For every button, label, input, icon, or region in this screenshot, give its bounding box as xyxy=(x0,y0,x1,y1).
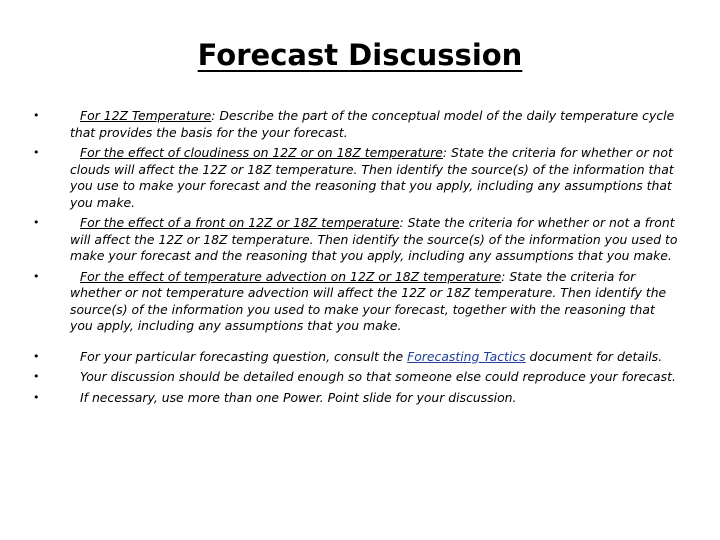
bullet-icon: • xyxy=(33,146,40,159)
bullet-icon: • xyxy=(33,269,40,283)
forecasting-tactics-link[interactable]: Forecasting Tactics xyxy=(407,348,526,364)
bullet-item-cloudiness xyxy=(33,145,679,211)
bullet-text: : State the criteria for whether or not a front will affect the 12Z or 18Z temperature. Then identify the source(s) of the information you used to make your forecast and the reasoning that you apply, including any assumptions that you make. xyxy=(70,215,678,263)
bullet-list xyxy=(33,108,679,410)
bullet-icon: • xyxy=(33,390,40,404)
bullet-icon: • xyxy=(33,216,40,229)
bullet-icon: • xyxy=(33,349,40,363)
bullet-text: : Describe the part of the conceptual model of the daily temperature cycle that provides the basis for the your forecast. xyxy=(70,108,675,140)
bullet-item-front xyxy=(33,215,679,265)
bullet-item-slides xyxy=(33,390,679,407)
bullet-text: Your discussion should be detailed enough so that someone else could reproduce your forecast. xyxy=(80,369,676,384)
bullet-text: : State the criteria for whether or not temperature advection will affect the 12Z or 18Z temperature. Then identify the source(s) of the information you used to make your forecast, together with the reasoning that you apply, including any assumptions that you make. xyxy=(70,268,667,333)
bullet-item-forecasting-tactics xyxy=(33,349,679,366)
bullet-text-pre: For your particular forecasting question, consult the xyxy=(80,348,408,364)
bullet-item-advection xyxy=(33,269,679,335)
bullet-text: If necessary, use more than one Power. Point slide for your discussion. xyxy=(80,389,517,405)
bullet-heading: For the effect of a front on 12Z or 18Z temperature xyxy=(80,215,400,230)
bullet-item-12z-temperature xyxy=(33,108,679,141)
bullet-icon: • xyxy=(33,370,40,383)
page-title: Forecast Discussion xyxy=(197,38,523,72)
bullet-heading: For the effect of temperature advection on 12Z or 18Z temperature xyxy=(80,268,502,284)
bullet-icon: • xyxy=(33,109,40,122)
bullet-heading: For the effect of cloudiness on 12Z or on 18Z temperature xyxy=(80,145,443,160)
bullet-text: : State the criteria for whether or not clouds will affect the 12Z or 18Z temperature. Then identify the source(s) of the information that you use to make your forecast and the reasoning that you apply, including any assumptions that you make. xyxy=(70,145,674,210)
bullet-text: document for details. xyxy=(525,348,663,364)
bullet-heading: For 12Z Temperature xyxy=(80,108,212,123)
bullet-item-detail xyxy=(33,369,679,386)
